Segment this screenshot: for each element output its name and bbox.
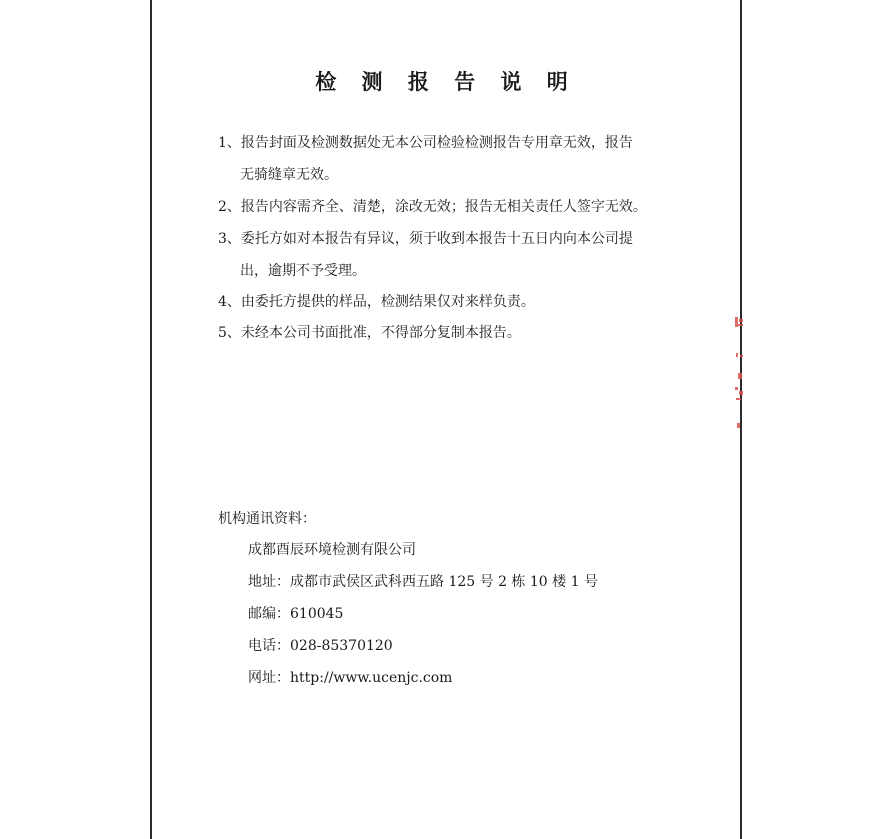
note-2: [218, 197, 647, 217]
note-1-continuation: 无骑缝章无效。: [240, 167, 338, 183]
page-left-edge: [150, 0, 152, 839]
contact-website: 网址：http://www.ucenjc.com: [248, 670, 453, 686]
note-number: 1、: [218, 135, 241, 151]
note-number: 5、: [218, 325, 241, 341]
note-number: 4、: [218, 294, 241, 310]
note-5: [218, 323, 521, 343]
note-1: [218, 133, 633, 153]
note-3: [218, 229, 633, 249]
contact-address: 地址：成都市武侯区武科西五路 125 号 2 栋 10 楼 1 号: [248, 574, 598, 590]
contact-heading: 机构通讯资料：: [218, 511, 316, 527]
note-text: 未经本公司书面批准，不得部分复制本报告。: [240, 325, 521, 341]
note-text: 报告封面及检测数据处无本公司检验检测报告专用章无效，报告: [240, 135, 633, 151]
note-text: 报告内容需齐全、清楚，涂改无效；报告无相关责任人签字无效。: [240, 199, 647, 215]
note-4: [218, 292, 535, 312]
note-3-continuation: 出，逾期不予受理。: [240, 263, 366, 279]
contact-postcode: 邮编：610045: [248, 606, 344, 622]
page-title: 检 测 报 告 说 明: [315, 70, 577, 94]
note-number: 3、: [218, 231, 241, 247]
note-text: 委托方如对本报告有异议，须于收到本报告十五日内向本公司提: [240, 231, 633, 247]
contact-phone: 电话：028-85370120: [248, 638, 393, 654]
note-text: 由委托方提供的样品，检测结果仅对来样负责。: [240, 294, 535, 310]
seal-fragment-icon: [733, 315, 745, 430]
note-number: 2、: [218, 199, 241, 215]
contact-company: 成都酉辰环境检测有限公司: [248, 542, 416, 558]
